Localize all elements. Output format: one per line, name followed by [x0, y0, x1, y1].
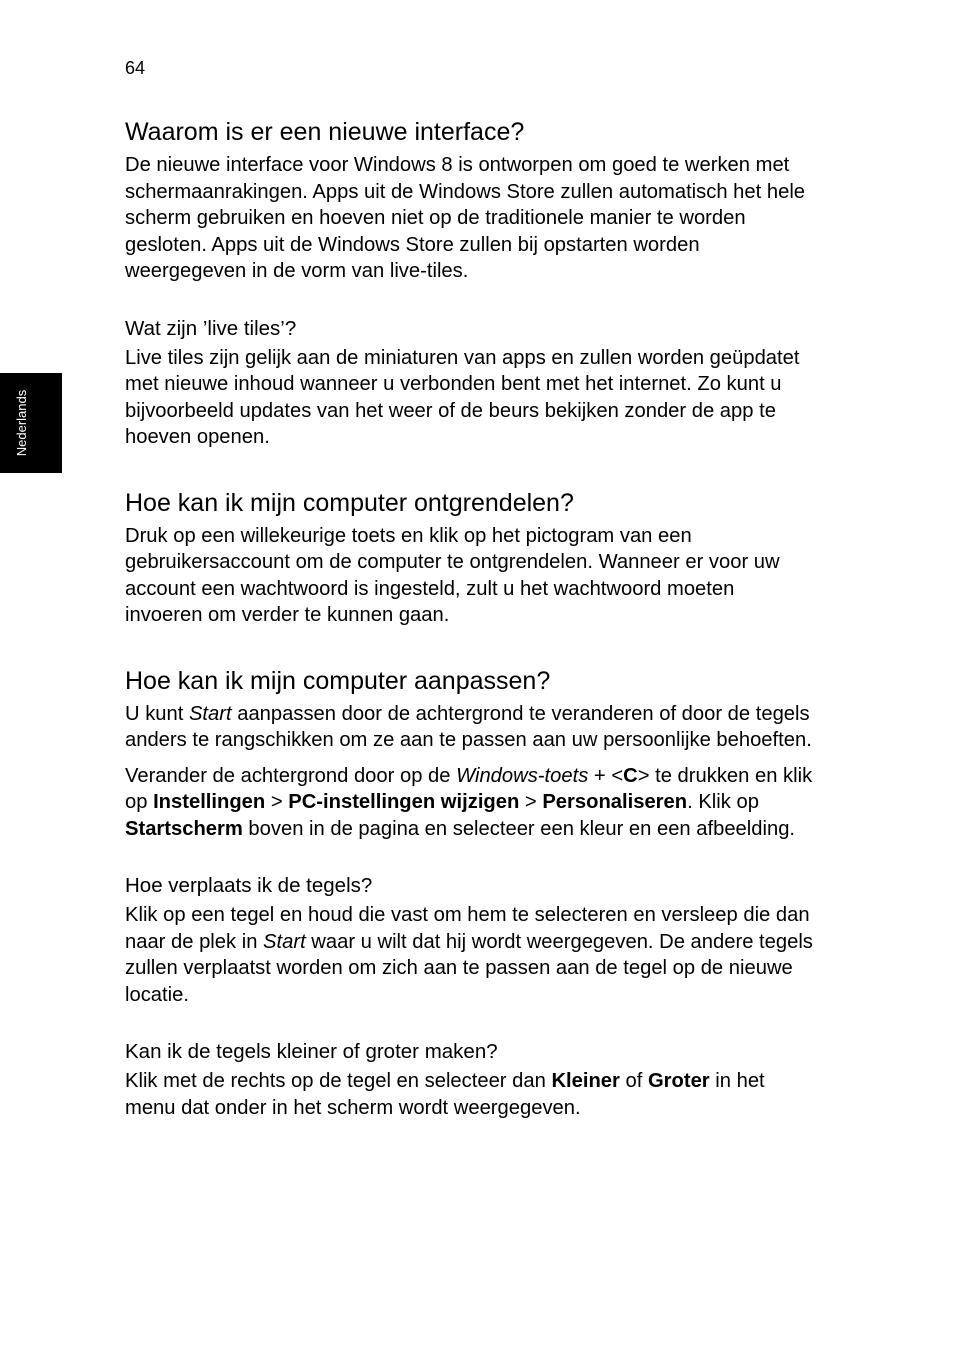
section-body-new-interface: De nieuwe interface voor Windows 8 is ontworpen om goed te werken met schermaanrakingen. Apps uit de Windows Store zullen automatisch het hele scherm gebruiken en hoeven niet op de traditionele manier te worden gesloten. Apps uit de Windows Store zullen bij opstarten worden weergegeven in de vorm van live-tiles. [125, 154, 806, 282]
language-tab-label: Nederlands [14, 389, 29, 457]
section-heading-unlock: Hoe kan ik mijn computer ontgrendelen? [125, 488, 574, 517]
subheading-move-tiles: Hoe verplaats ik de tegels? [125, 874, 373, 897]
paragraph-customize-start: U kunt Start aanpassen door de achtergrond te veranderen of door de tegels anders te rangschikken om ze aan te passen aan uw persoonlijke behoeften. [125, 702, 812, 751]
page-content [125, 117, 815, 1130]
page-number: 64 [125, 58, 146, 78]
subheading-resize-tiles: Kan ik de tegels kleiner of groter maken? [125, 1040, 498, 1063]
subheading-live-tiles: Wat zijn ’live tiles’? [125, 316, 297, 340]
section-heading-new-interface: Waarom is er een nieuwe interface? [125, 118, 525, 146]
body-resize-tiles: Klik met de rechts op de tegel en selecteer dan Kleiner of Groter in het menu dat onder in het scherm wordt weergegeven. [125, 1070, 765, 1119]
body-live-tiles: Live tiles zijn gelijk aan de miniaturen van apps en zullen worden geüpdatet met nieuwe inhoud wanneer u verbonden bent met het internet. Zo kunt u bijvoorbeeld updates van het weer of de beurs bekijken zonder de app te hoeven openen. [125, 346, 800, 448]
section-body-unlock: Druk op een willekeurige toets en klik op het pictogram van een gebruikersaccount om de computer te ontgrendelen. Wanneer er voor uw account een wachtwoord is ingesteld, zult u het wachtwoord moeten invoeren om verder te kunnen gaan. [125, 524, 780, 626]
body-move-tiles: Klik op een tegel en houd die vast om hem te selecteren en versleep die dan naar de plek in Start waar u wilt dat hij wordt weergegeven. De andere tegels zullen verplaatst worden om zich aan te passen aan de tegel op de nieuwe locatie. [125, 904, 813, 1006]
language-tab [0, 373, 62, 473]
section-heading-customize: Hoe kan ik mijn computer aanpassen? [125, 666, 551, 695]
paragraph-change-background: Verander de achtergrond door op de Windows-toets + <C> te drukken en klik op Instellingen > PC-instellingen wijzigen > Personaliseren. Klik op Startscherm boven in de pagina en selecteer een kleur en een afbeelding. [125, 764, 813, 840]
